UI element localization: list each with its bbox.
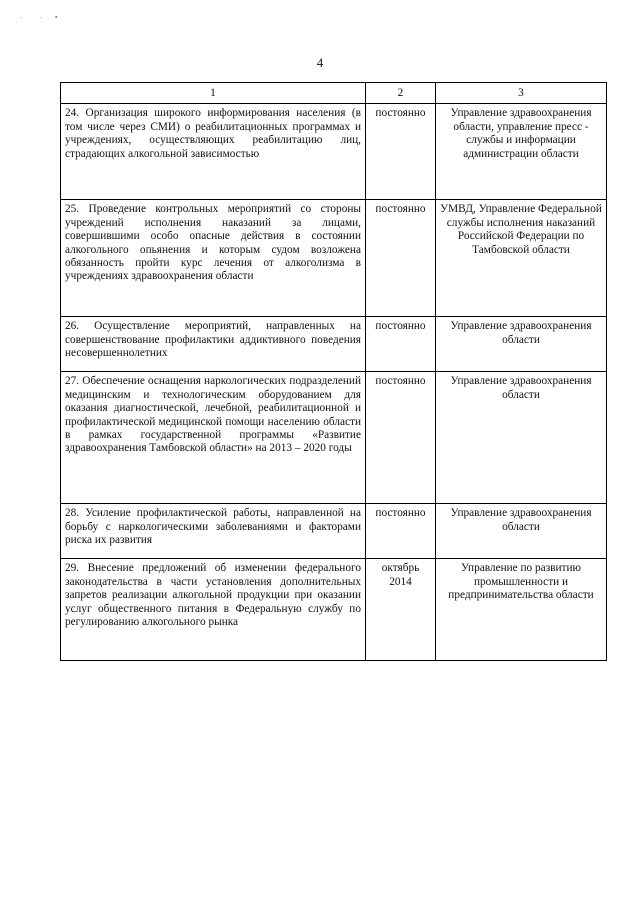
measure-term: октябрь 2014 xyxy=(366,559,436,661)
header-cell-3: 3 xyxy=(436,83,607,104)
measure-term: постоянно xyxy=(366,317,436,372)
measure-term: постоянно xyxy=(366,200,436,317)
measure-term: постоянно xyxy=(366,104,436,200)
measure-responsible: Управление здравоохранения области xyxy=(436,372,607,504)
table-row xyxy=(61,200,607,317)
measure-description: 24. Организация широкого информирования населения (в том числе через СМИ) о реабилитационных программах и учреждениях, осуществляющих реабилитацию лиц, страдающих алкогольной зависимостью xyxy=(61,104,366,200)
measures-table xyxy=(60,82,607,661)
measure-description: 25. Проведение контрольных мероприятий со стороны учреждений исполнения наказаний за лицами, совершившими особо опасные действия в состоянии алкогольного опьянения и которым судом возложена обязанность пройти курс лечения от алкоголизма в учреждениях здравоохранения области xyxy=(61,200,366,317)
measure-description: 28. Усиление профилактической работы, направленной на борьбу с наркологическими заболеваниями и факторами риска их развития xyxy=(61,504,366,559)
measure-description: 29. Внесение предложений об изменении федерального законодательства в части установления дополнительных запретов реализации алкогольной продукции при оказании услуг общественного питания в Федеральную службу по регулированию алкогольного рынка xyxy=(61,559,366,661)
scan-mark: · xyxy=(40,14,43,22)
measure-responsible: Управление здравоохранения области xyxy=(436,317,607,372)
measure-description: 27. Обеспечение оснащения наркологических подразделений медицинским и технологическим оборудованием для оказания диагностической, лечебной, реабилитационной и профилактической медицинской помощи населению области в рамках государственной программы «Развитие здравоохранения Тамбовской области» на 2013 – 2020 годы xyxy=(61,372,366,504)
measure-term: постоянно xyxy=(366,372,436,504)
table-row xyxy=(61,317,607,372)
table-row xyxy=(61,504,607,559)
measure-description: 26. Осуществление мероприятий, направленных на совершенствование профилактики аддиктивного поведения несовершеннолетних xyxy=(61,317,366,372)
measure-responsible: Управление по развитию промышленности и предпринимательства области xyxy=(436,559,607,661)
measure-responsible: Управление здравоохранения области, управление пресс - службы и информации администрации области xyxy=(436,104,607,200)
scan-mark: · xyxy=(20,14,23,22)
header-cell-1: 1 xyxy=(61,83,366,104)
table-row xyxy=(61,372,607,504)
measure-responsible: УМВД, Управление Федеральной службы исполнения наказаний Российской Федерации по Тамбовской области xyxy=(436,200,607,317)
scan-mark: ▪ xyxy=(55,13,58,21)
table-row xyxy=(61,104,607,200)
measure-term: постоянно xyxy=(366,504,436,559)
header-cell-2: 2 xyxy=(366,83,436,104)
page-number: 4 xyxy=(316,55,324,70)
table-header-row xyxy=(61,83,607,104)
measure-responsible: Управление здравоохранения области xyxy=(436,504,607,559)
table-row xyxy=(61,559,607,661)
